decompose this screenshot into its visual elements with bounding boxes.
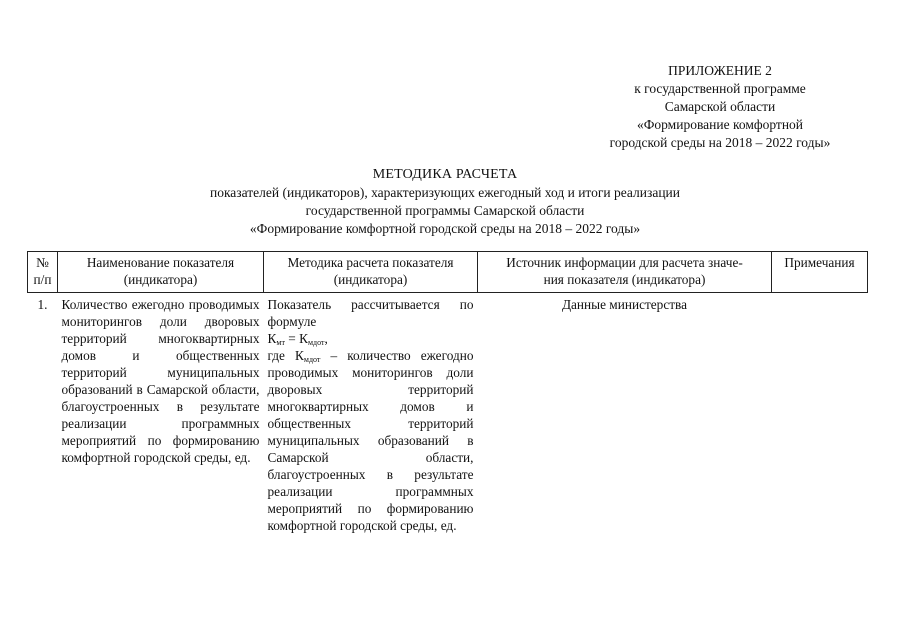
methodology-header <box>60 166 830 238</box>
calculation-method <box>264 293 478 535</box>
header-text: (индикатора) <box>333 272 408 287</box>
appendix-block <box>560 62 880 152</box>
notes-cell <box>772 293 868 535</box>
appendix-line: к государственной программе <box>634 81 806 96</box>
header-text: Источник информации для расчета значе- <box>506 255 743 270</box>
appendix-line: «Формирование комфортной <box>636 117 804 132</box>
method-intro: Показатель рассчитывается по формуле <box>267 297 474 329</box>
row-number: 1. <box>37 297 48 312</box>
header-notes <box>772 252 868 293</box>
methodology-subtitle: государственной программы Самарской области <box>305 203 585 218</box>
information-source: Данные министерства <box>561 297 688 312</box>
header-text: (индикатора) <box>123 272 198 287</box>
formula-explanation: где $К_{мдот}$ – количество ежегодно проводимых мониторингов доли дворовых территорий многоквартирных домов и общественных территорий муниципальных образований в Самарской области, благоустроенных в результате реализации программных мероприятий по формированию комфортной городской среды, ед. <box>267 348 474 533</box>
header-source <box>478 252 772 293</box>
table-row <box>28 293 868 535</box>
header-text: п/п <box>33 272 52 287</box>
header-text: Методика расчета показателя <box>287 255 454 270</box>
indicator-name: Количество ежегодно проводимых мониторингов доли дворовых территорий многоквартирных домов и общественных территорий муниципальных образований в Самарской области, благоустроенных в результате реализации программных мероприятий по формированию комфортной городской среды, ед. <box>61 297 260 465</box>
appendix-line: городской среды на 2018 – 2022 годы» <box>609 135 831 150</box>
header-text: Наименование показателя <box>86 255 235 270</box>
header-text: № <box>36 255 49 270</box>
header-text: Примечания <box>784 255 855 270</box>
indicators-table <box>27 251 868 534</box>
formula: $К_{мт} = К_{мдот}$, <box>267 331 328 347</box>
table-header-row <box>28 252 868 293</box>
appendix-title: ПРИЛОЖЕНИЕ 2 <box>668 63 772 78</box>
header-method <box>264 252 478 293</box>
header-number <box>28 252 58 293</box>
methodology-title: МЕТОДИКА РАСЧЕТА <box>372 167 518 182</box>
header-text: ния показателя (индикатора) <box>543 272 706 287</box>
header-indicator-name <box>58 252 264 293</box>
methodology-subtitle: показателей (индикаторов), характеризующих ежегодный ход и итоги реализации <box>209 185 681 200</box>
methodology-subtitle: «Формирование комфортной городской среды на 2018 – 2022 годы» <box>249 221 641 236</box>
appendix-line: Самарской области <box>664 99 776 114</box>
